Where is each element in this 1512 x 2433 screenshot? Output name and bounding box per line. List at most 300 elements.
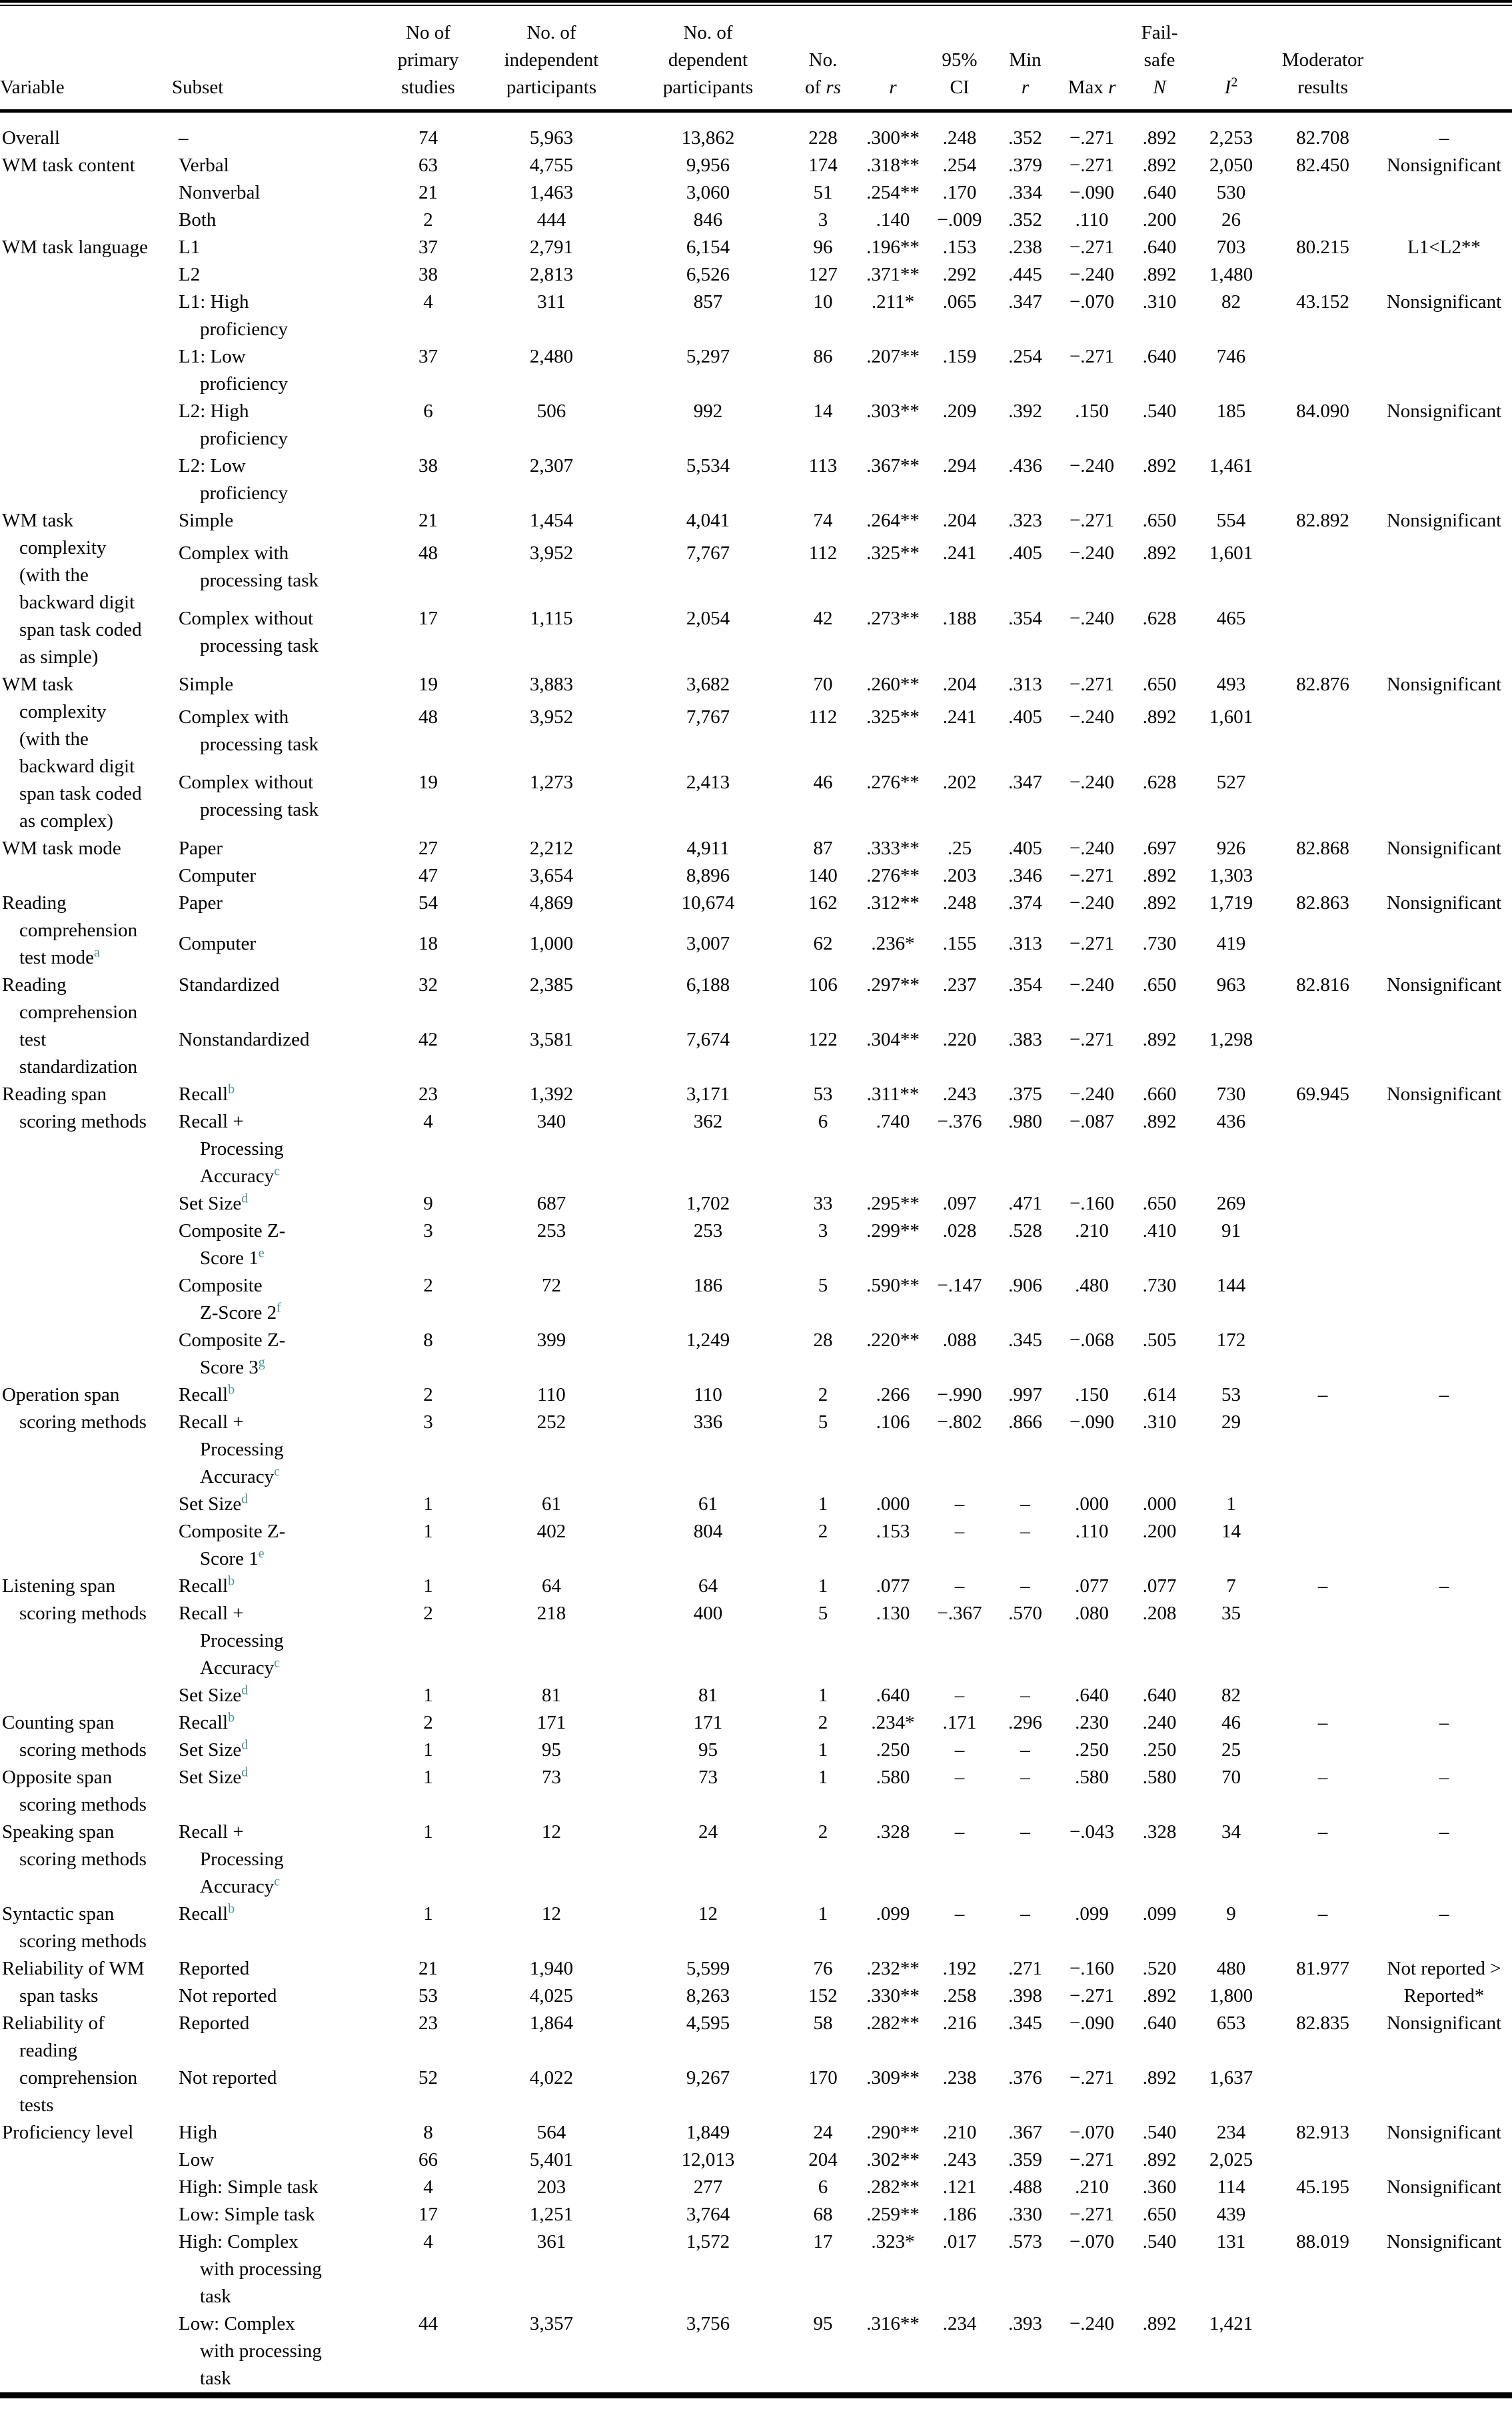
cell-max_r: .640 xyxy=(1142,236,1177,258)
col-header-subset: Subset xyxy=(172,77,224,98)
cell-r: .234* xyxy=(871,1711,915,1733)
label-line: Complex with xyxy=(179,542,289,564)
cell-n_primary_studies: 3 xyxy=(423,1219,433,1241)
cell-ci_upper: .354 xyxy=(1008,608,1042,630)
cell-n_dependent_participants: 3,171 xyxy=(686,1083,730,1105)
variable-cell xyxy=(0,1955,172,2010)
cell-ci_lower: .159 xyxy=(942,345,977,367)
cell-max_r: .328 xyxy=(1142,1821,1177,1843)
cell-moderator: Nonsignificant xyxy=(1386,509,1502,531)
label-line: Low: Simple task xyxy=(179,2203,315,2225)
cell-i_squared: 80.215 xyxy=(1296,236,1349,258)
cell-n_dependent_participants: 1,849 xyxy=(686,2121,730,2143)
table-row xyxy=(0,1491,1512,1518)
cell-min_r: −.240 xyxy=(1069,2312,1115,2334)
cell-n_independent_participants: 72 xyxy=(542,1274,561,1296)
variable-cell xyxy=(0,1081,172,1381)
label-line: Reported xyxy=(179,1957,250,1979)
cell-i_squared xyxy=(1269,930,1376,972)
label-line: WM task language xyxy=(2,236,149,258)
label-line: span tasks xyxy=(19,1985,99,2007)
label-line: Speaking span xyxy=(2,1821,115,1843)
cell-ci_lower: – xyxy=(954,1575,965,1597)
cell-n_rs: 1 xyxy=(818,1575,828,1597)
cell-moderator: L1<L2** xyxy=(1407,236,1481,258)
cell-n_rs: 204 xyxy=(808,2148,838,2170)
table-row xyxy=(0,1573,1512,1600)
cell-n_dependent_participants: 4,595 xyxy=(686,2012,730,2034)
cell-ci_lower: – xyxy=(954,1493,965,1515)
cell-n_independent_participants: 218 xyxy=(536,1602,566,1624)
cell-ci_upper: – xyxy=(1020,1493,1030,1515)
cell-r: .328 xyxy=(876,1821,910,1843)
label-line: comprehension xyxy=(19,1001,138,1023)
cell-r: .282** xyxy=(866,2012,920,2034)
label-line: WM task content xyxy=(2,154,135,176)
cell-ci_lower: .088 xyxy=(942,1329,977,1351)
cell-n_independent_participants: 171 xyxy=(536,1711,566,1733)
header-line: r xyxy=(1021,77,1030,98)
table-row xyxy=(0,152,1512,179)
cell-max_r: .540 xyxy=(1142,2121,1177,2143)
cell-fail_safe_n: 439 xyxy=(1216,2203,1246,2225)
cell-min_r: .110 xyxy=(1075,209,1109,231)
cell-i_squared xyxy=(1269,1409,1376,1491)
cell-n_dependent_participants: 857 xyxy=(693,291,723,313)
cell-ci_upper: .405 xyxy=(1008,706,1042,728)
header-line: Max r xyxy=(1068,77,1116,98)
cell-moderator xyxy=(1376,1600,1512,1682)
cell-max_r: .580 xyxy=(1142,1766,1177,1788)
cell-i_squared: 82.863 xyxy=(1296,892,1349,914)
variable-cell xyxy=(0,972,172,1081)
footnote-marker: d xyxy=(241,1491,249,1506)
label-line: Composite xyxy=(179,1274,263,1296)
cell-n_primary_studies: 1 xyxy=(423,1821,433,1843)
cell-n_independent_participants: 12 xyxy=(542,1821,561,1843)
table-row xyxy=(0,343,1512,398)
label-line: Processing xyxy=(200,1138,284,1160)
cell-moderator: Nonsignificant xyxy=(1386,2012,1502,2034)
cell-n_rs: 174 xyxy=(808,154,838,176)
cell-moderator: Nonsignificant xyxy=(1386,400,1502,422)
label-line: High: Complex xyxy=(179,2230,299,2252)
label-line: Reliability of WM xyxy=(2,1957,145,1979)
cell-n_rs: 95 xyxy=(813,2312,833,2334)
cell-ci_upper: .367 xyxy=(1008,2121,1042,2143)
cell-r: .259** xyxy=(866,2203,920,2225)
cell-n_rs: 6 xyxy=(818,2176,828,2198)
cell-n_primary_studies: 66 xyxy=(418,2148,438,2170)
cell-n_primary_studies: 2 xyxy=(423,209,433,231)
table-row xyxy=(0,2228,1512,2310)
label-line: Low xyxy=(179,2148,215,2170)
cell-n_independent_participants: 340 xyxy=(536,1110,566,1132)
cell-ci_upper: .330 xyxy=(1008,2203,1042,2225)
label-line: L1: Low xyxy=(179,345,246,367)
table-row xyxy=(0,1409,1512,1491)
cell-fail_safe_n: 1,601 xyxy=(1209,706,1253,728)
cell-n_independent_participants: 564 xyxy=(536,2121,566,2143)
cell-r: .303** xyxy=(866,400,920,422)
cell-fail_safe_n: 14 xyxy=(1221,1520,1241,1542)
cell-ci_lower: .248 xyxy=(942,892,977,914)
cell-n_independent_participants: 1,864 xyxy=(529,2012,574,2034)
header-line: results xyxy=(1297,77,1348,98)
col-header-i-squared xyxy=(1193,6,1269,111)
table-row xyxy=(0,207,1512,234)
label-line: Low: Complex xyxy=(179,2312,295,2334)
cell-i_squared xyxy=(1269,1327,1376,1381)
table-row xyxy=(0,704,1512,769)
cell-ci_upper: .238 xyxy=(1008,236,1042,258)
cell-ci_upper: .296 xyxy=(1008,1711,1042,1733)
cell-n_dependent_participants: 171 xyxy=(693,1711,723,1733)
label-line: task xyxy=(200,2285,231,2307)
cell-ci_upper: .866 xyxy=(1008,1411,1042,1433)
cell-n_independent_participants: 3,883 xyxy=(529,673,574,695)
subset-cell xyxy=(172,2228,383,2310)
cell-ci_lower: .171 xyxy=(942,1711,977,1733)
cell-ci_upper: .346 xyxy=(1008,864,1042,886)
cell-max_r: .650 xyxy=(1142,673,1177,695)
cell-moderator: – xyxy=(1439,1575,1449,1597)
cell-r: .325** xyxy=(866,542,920,564)
cell-moderator: – xyxy=(1439,1766,1449,1788)
cell-max_r: .540 xyxy=(1142,400,1177,422)
label-line: scoring methods xyxy=(19,1930,147,1952)
cell-n_dependent_participants: 1,249 xyxy=(686,1329,730,1351)
cell-n_dependent_participants: 61 xyxy=(698,1493,718,1515)
subset-cell xyxy=(172,1217,383,1272)
cell-moderator: Nonsignificant xyxy=(1386,154,1502,176)
footnote-marker: e xyxy=(258,1245,265,1260)
label-line: Complex without xyxy=(179,608,314,630)
cell-min_r: .080 xyxy=(1075,1602,1109,1624)
cell-n_primary_studies: 48 xyxy=(418,706,438,728)
cell-i_squared: 82.892 xyxy=(1296,509,1349,531)
label-line: (with the xyxy=(19,564,89,586)
cell-min_r: −.070 xyxy=(1069,291,1115,313)
cell-n_primary_studies: 1 xyxy=(423,1520,433,1542)
variable-cell xyxy=(0,1764,172,1819)
cell-n_primary_studies: 74 xyxy=(418,127,438,149)
cell-ci_lower: .204 xyxy=(942,673,977,695)
cell-n_independent_participants: 402 xyxy=(536,1520,566,1542)
label-line: L2 xyxy=(179,263,201,285)
footnote-marker: b xyxy=(228,1709,235,1725)
cell-r: .318** xyxy=(866,154,920,176)
cell-n_independent_participants: 3,654 xyxy=(529,864,574,886)
cell-r: .250 xyxy=(876,1739,910,1761)
cell-ci_upper: .359 xyxy=(1008,2148,1042,2170)
cell-fail_safe_n: 7 xyxy=(1226,1575,1236,1597)
subset-cell xyxy=(172,1573,383,1600)
cell-max_r: .360 xyxy=(1142,2176,1177,2198)
header-line: $I^2$ xyxy=(1224,75,1238,98)
cell-min_r: −.240 xyxy=(1069,608,1115,630)
cell-moderator xyxy=(1376,1190,1512,1217)
header-line: dependent xyxy=(668,49,748,71)
cell-moderator xyxy=(1376,1518,1512,1573)
col-header-variable: Variable xyxy=(0,77,65,98)
cell-i_squared: 82.816 xyxy=(1296,974,1349,996)
cell-r: .325** xyxy=(866,706,920,728)
cell-n_dependent_participants: 7,674 xyxy=(686,1028,730,1050)
cell-max_r: .892 xyxy=(1142,2312,1177,2334)
spacer-row xyxy=(0,111,1512,125)
cell-i_squared xyxy=(1269,1026,1376,1081)
footnote-marker: d xyxy=(241,1190,249,1206)
cell-n_primary_studies: 4 xyxy=(423,2230,433,2252)
subset-cell xyxy=(172,1901,383,1955)
cell-min_r: −.240 xyxy=(1069,974,1115,996)
label-line: Recall + xyxy=(179,1411,244,1433)
cell-min_r: −.240 xyxy=(1069,772,1115,794)
cell-n_rs: 3 xyxy=(818,1219,828,1241)
cell-n_primary_studies: 38 xyxy=(418,454,438,476)
label-line: Score 1e xyxy=(200,1245,265,1269)
cell-n_independent_participants: 3,581 xyxy=(529,1028,574,1050)
cell-ci_upper: .376 xyxy=(1008,2066,1042,2088)
header-line: N xyxy=(1153,77,1166,98)
cell-n_independent_participants: 203 xyxy=(536,2176,566,2198)
cell-moderator xyxy=(1376,1108,1512,1190)
cell-n_primary_studies: 42 xyxy=(418,1028,438,1050)
cell-n_rs: 112 xyxy=(808,706,838,728)
cell-min_r: −.240 xyxy=(1069,837,1115,859)
cell-i_squared: 43.152 xyxy=(1296,291,1349,313)
cell-moderator xyxy=(1376,2201,1512,2228)
cell-ci_upper: .347 xyxy=(1008,772,1042,794)
subset-cell xyxy=(172,452,383,507)
cell-i_squared xyxy=(1269,704,1376,769)
cell-fail_safe_n: 1 xyxy=(1226,1493,1236,1515)
cell-ci_lower: .241 xyxy=(942,542,977,564)
cell-fail_safe_n: 269 xyxy=(1216,1192,1246,1214)
cell-ci_upper: .392 xyxy=(1008,400,1042,422)
subset-cell xyxy=(172,343,383,398)
cell-n_primary_studies: 21 xyxy=(418,509,438,531)
label-line: Processing xyxy=(200,1629,284,1651)
cell-ci_lower: .017 xyxy=(942,2230,977,2252)
label-line: as simple) xyxy=(19,646,99,668)
label-line: complexity xyxy=(19,536,107,558)
cell-n_rs: 51 xyxy=(813,181,833,203)
cell-n_rs: 87 xyxy=(813,837,833,859)
cell-min_r: −.043 xyxy=(1069,1821,1115,1843)
variable-cell xyxy=(0,1819,172,1901)
cell-fail_safe_n: 1,800 xyxy=(1209,1985,1253,2007)
cell-n_rs: 2 xyxy=(818,1383,828,1405)
cell-min_r: −.271 xyxy=(1069,236,1115,258)
label-line: Recall$^b$ xyxy=(179,1081,235,1105)
label-line: Nonstandardized xyxy=(179,1028,310,1050)
cell-ci_lower: .204 xyxy=(942,509,977,531)
cell-moderator: Nonsignificant xyxy=(1386,837,1502,859)
cell-r: .276** xyxy=(866,772,920,794)
table-top-rule xyxy=(0,0,1512,6)
cell-n_primary_studies: 21 xyxy=(418,181,438,203)
label-line: Verbal xyxy=(179,154,229,176)
cell-min_r: .250 xyxy=(1075,1739,1109,1761)
cell-n_independent_participants: 1,115 xyxy=(530,608,573,630)
cell-n_primary_studies: 2 xyxy=(423,1383,433,1405)
header-line: Min xyxy=(1009,49,1042,71)
cell-ci_lower: – xyxy=(954,1766,965,1788)
cell-fail_safe_n: 1,719 xyxy=(1209,892,1253,914)
cell-n_primary_studies: 19 xyxy=(418,673,438,695)
label-line: span task coded xyxy=(19,618,142,640)
cell-r: .309** xyxy=(866,2066,920,2088)
cell-moderator: Nonsignificant xyxy=(1386,673,1502,695)
cell-ci_upper: .471 xyxy=(1008,1192,1042,1214)
cell-i_squared: 82.450 xyxy=(1296,154,1349,176)
cell-i_squared xyxy=(1269,1217,1376,1272)
label-line: Recall$^b$ xyxy=(179,1381,235,1405)
cell-n_dependent_participants: 8,263 xyxy=(686,1985,730,2007)
cell-min_r: .077 xyxy=(1075,1575,1109,1597)
label-line: Accuracy$^c$ xyxy=(200,1163,280,1187)
cell-moderator xyxy=(1376,1737,1512,1764)
cell-max_r: .892 xyxy=(1142,1028,1177,1050)
table-row xyxy=(0,398,1512,452)
cell-n_dependent_participants: 4,911 xyxy=(686,837,730,859)
subset-cell xyxy=(172,1764,383,1819)
cell-n_dependent_participants: 6,526 xyxy=(686,263,730,285)
footnote-marker: e xyxy=(258,1545,265,1561)
subset-cell xyxy=(172,1327,383,1381)
cell-min_r: −.271 xyxy=(1069,345,1115,367)
cell-n_primary_studies: 4 xyxy=(423,291,433,313)
cell-n_rs: 14 xyxy=(813,400,833,422)
cell-n_dependent_participants: 7,767 xyxy=(686,542,730,564)
cell-min_r: .480 xyxy=(1075,1274,1109,1296)
cell-n_independent_participants: 95 xyxy=(542,1739,561,1761)
cell-ci_lower: – xyxy=(954,1520,965,1542)
cell-fail_safe_n: 926 xyxy=(1216,837,1246,859)
cell-ci_upper: .997 xyxy=(1008,1383,1042,1405)
label-line: processing task xyxy=(200,733,319,755)
cell-n_independent_participants: 253 xyxy=(536,1219,566,1241)
cell-fail_safe_n: 114 xyxy=(1217,2176,1245,2198)
cell-n_independent_participants: 1,463 xyxy=(529,181,574,203)
cell-i_squared xyxy=(1269,452,1376,507)
cell-n_independent_participants: 444 xyxy=(536,209,566,231)
subset-cell xyxy=(172,1026,383,1081)
cell-min_r: −.271 xyxy=(1069,1028,1115,1050)
cell-ci_lower: .234 xyxy=(942,2312,977,2334)
label-line: Recall + xyxy=(179,1821,244,1843)
cell-n_primary_studies: 1 xyxy=(423,1766,433,1788)
cell-r: .282** xyxy=(866,2176,920,2198)
label-line: proficiency xyxy=(200,373,289,395)
table-body xyxy=(0,111,1512,2392)
cell-ci_upper: .334 xyxy=(1008,181,1042,203)
cell-ci_lower: .243 xyxy=(942,1083,977,1105)
cell-ci_lower: .254 xyxy=(942,154,977,176)
cell-max_r: .310 xyxy=(1142,1411,1177,1433)
cell-n_dependent_participants: 1,572 xyxy=(686,2230,730,2252)
cell-n_dependent_participants: 7,767 xyxy=(686,706,730,728)
cell-n_primary_studies: 9 xyxy=(423,1192,433,1214)
table-row xyxy=(0,2310,1512,2392)
cell-n_rs: 152 xyxy=(808,1985,838,2007)
label-line: Complex with xyxy=(179,706,289,728)
cell-n_dependent_participants: 8,896 xyxy=(686,864,730,886)
cell-i_squared xyxy=(1269,1272,1376,1327)
col-header-moderator-extra xyxy=(1376,6,1512,111)
cell-ci_upper: .906 xyxy=(1008,1274,1042,1296)
cell-moderator: – xyxy=(1439,1903,1449,1925)
table-row xyxy=(0,1901,1512,1955)
cell-max_r: .892 xyxy=(1142,1110,1177,1132)
cell-ci_lower: .292 xyxy=(942,263,977,285)
cell-n_primary_studies: 17 xyxy=(418,2203,438,2225)
label-line: Score 1e xyxy=(200,1545,265,1569)
cell-ci_upper: .271 xyxy=(1008,1957,1042,1979)
footnote-marker: g xyxy=(258,1354,265,1369)
cell-n_rs: 5 xyxy=(818,1411,828,1433)
subset-cell xyxy=(172,1737,383,1764)
cell-r: .333** xyxy=(866,837,920,859)
table-row xyxy=(0,769,1512,834)
cell-i_squared: 84.090 xyxy=(1296,400,1349,422)
subset-cell xyxy=(172,1955,383,1983)
cell-i_squared: 45.195 xyxy=(1296,2176,1349,2198)
cell-max_r: .892 xyxy=(1142,263,1177,285)
table-row xyxy=(0,862,1512,890)
cell-ci_lower: .155 xyxy=(942,933,977,954)
cell-min_r: .210 xyxy=(1075,1219,1109,1241)
cell-moderator xyxy=(1376,605,1512,670)
cell-n_rs: 6 xyxy=(818,1110,828,1132)
cell-fail_safe_n: 144 xyxy=(1216,1274,1246,1296)
cell-i_squared: 81.977 xyxy=(1296,1957,1349,1979)
label-line: with processing xyxy=(200,2340,322,2362)
subset-cell xyxy=(172,2174,383,2201)
cell-i_squared xyxy=(1269,2310,1376,2392)
table-row xyxy=(0,2010,1512,2064)
cell-ci_lower: .238 xyxy=(942,2066,977,2088)
cell-fail_safe_n: 34 xyxy=(1221,1821,1241,1843)
cell-i_squared xyxy=(1269,1518,1376,1573)
header-line: No. of xyxy=(683,22,733,43)
cell-ci_upper: .254 xyxy=(1008,345,1042,367)
label-line: Counting span xyxy=(2,1711,115,1733)
cell-ci_upper: .313 xyxy=(1008,673,1042,695)
cell-fail_safe_n: 480 xyxy=(1216,1957,1246,1979)
cell-max_r: .640 xyxy=(1142,181,1177,203)
label-line: Recall + xyxy=(179,1602,244,1624)
cell-n_rs: 24 xyxy=(813,2121,833,2143)
label-line: backward digit xyxy=(19,755,135,777)
cell-min_r: .000 xyxy=(1075,1493,1109,1515)
cell-r: .140 xyxy=(876,209,910,231)
table-row xyxy=(0,2201,1512,2228)
label-line: Composite Z- xyxy=(179,1219,286,1241)
cell-n_rs: 10 xyxy=(813,291,833,313)
table-row xyxy=(0,507,1512,540)
cell-n_independent_participants: 2,385 xyxy=(529,974,574,996)
cell-i_squared xyxy=(1269,1737,1376,1764)
cell-n_dependent_participants: 110 xyxy=(694,1383,722,1405)
cell-n_primary_studies: 21 xyxy=(418,1957,438,1979)
cell-moderator xyxy=(1376,1272,1512,1327)
subset-cell xyxy=(172,1272,383,1327)
cell-r: .311** xyxy=(866,1083,920,1105)
subset-cell xyxy=(172,1190,383,1217)
